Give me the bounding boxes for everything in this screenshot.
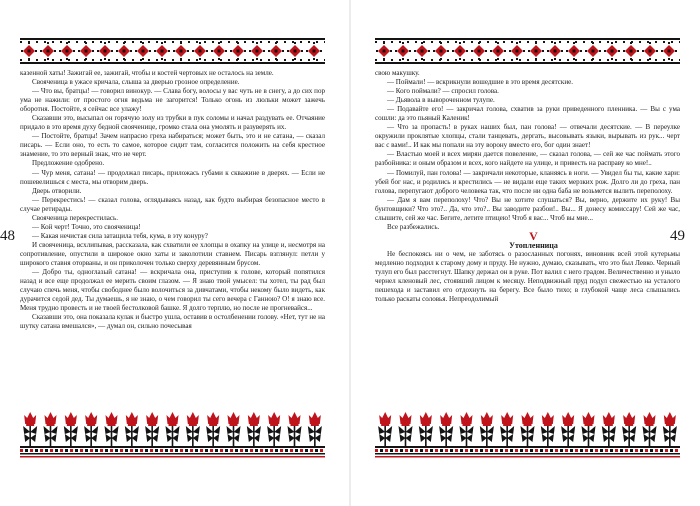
right-page-text bbox=[375, 69, 680, 405]
paragraph: — Какая нечистая сила затащила тебя, кума, в эту конуру? bbox=[32, 231, 208, 240]
paragraph: Предложение одобрено. bbox=[32, 159, 105, 168]
paragraph: Не беспокоясь ни о чем, не заботясь о разосланных погонях, виновник всей этой кутерьмы медленно подходил к старому дому и пруду. Не нужно, думаю, сказывать, что это был Левко. Черный тулуп его был расстегнут. Шапку держал он в руке. Пот валил с него градом. Величественно и уныло чернел кленовый лес, стоявший лицом к месяцу. Неподвижный пруд подул свежестью на усталого пешехода и заставил его отдохнуть на берегу. Все было тихо; в глубокой чаще леса слышались только раскаты соловья. Непреодолимый bbox=[375, 249, 680, 304]
paragraph: — Что за пропасть! в руках наших был, пан голова! — отвечали десятские. — В переулке окружили проклятые хлопцы, стали танцевать, дергать, высовывать языки, вырывать из рук... черт вас с вами!.. И как мы попали на эту ворону вместо его, бог один знает! bbox=[375, 123, 680, 150]
paragraph: — Властью моей и всех мирян дается повеление, — сказал голова, — сей же час поймать этого разбойника: и оным образом и всех, кого найдете на улице, и привесть на расправу ко мне!.. bbox=[375, 150, 680, 168]
paragraph: Дверь отворили. bbox=[32, 186, 82, 195]
flower-ornament-icon bbox=[20, 410, 325, 460]
right-page bbox=[375, 0, 680, 506]
paragraph: — Дьявола в вывороченном тулупе. bbox=[387, 96, 495, 105]
paragraph: — Дам я вам переполоху! Что? Вы не хотите слушаться? Вы, верно, держите их руку! Вы бунтовщики? Что это?.. Да, что это?.. Вы заводите разбои!.. Вы... Я донесу комиссару! Сей же час, слышите, сей же час. Бегите, летите птицею! Чтоб я вас... Чтоб вы мне... bbox=[375, 195, 680, 222]
flower-ornament-icon bbox=[375, 410, 680, 460]
paragraph: Свояченица перекрестилась. bbox=[32, 213, 119, 222]
paragraph: — Поймали! — вскрикнули вошедшие в это время десятские. bbox=[387, 78, 573, 87]
paragraph: Свояченица в ужасе кричала, слыша за дверью грозное определение. bbox=[32, 78, 240, 87]
embroidery-border-icon bbox=[20, 38, 325, 64]
paragraph: И свояченица, всхлипывая, рассказала, как схватили ее хлопцы в охапку на улице и, несмотря на сопротивление, опустили в широкое окно хаты и заколотили ставнем. Писарь взглянул: петли у широкого ставня оторваны, и он приколочен только сверху деревянным брусом. bbox=[20, 240, 325, 267]
chapter-title: Утопленница bbox=[509, 240, 558, 250]
paragraph: Все разбежались. bbox=[387, 222, 440, 231]
paragraph: — Кого поймали? — спросил голова. bbox=[387, 87, 499, 96]
paragraph: — Помилуй, пан голова! — закричали некоторые, кланяясь в ноги. — Увидел бы ты, какие хари: убей бог нас, и родились и крестились — не видали еще таких мерзких рож. Долго ли до греха, пан голова, перепугают доброго человека так, что после ни одна баба не возьмется вылить переполоху. bbox=[375, 168, 680, 195]
paragraph: — Чур меня, сатана! — продолжал писарь, приложась губами к скважине в дверях. — Если не пошевелишься с места, мы отворим дверь. bbox=[20, 168, 325, 186]
top-ornament-band bbox=[375, 38, 680, 64]
left-page bbox=[20, 0, 325, 506]
text-after-chapter bbox=[375, 250, 680, 304]
paragraph: — Добро ты, одноглазый сатана! — вскричала она, приступив к голове, который попятился назад и все еще продолжал ее мерить своим глазом. — Я знаю твой умысел: ты хотел, ты рад был случаю спечь меня, чтобы свободнее было волочиться за дивчатами, чтобы некому было видеть, как дурачится седой дед. Ты думаешь, я не знаю, о чем говорил ты сего вечера с Ганною? О! я знаю все. Меня трудно провесть и не твоей бестолковой башке. Я долго терплю, но после не прогневайся... bbox=[20, 268, 325, 313]
bottom-ornament-band bbox=[20, 410, 325, 460]
paragraph: свою макушку. bbox=[375, 69, 420, 77]
text-before-chapter bbox=[375, 69, 680, 232]
left-page-text bbox=[20, 69, 325, 405]
paragraph: — Подавайте его! — закричал голова, схватив за руки приведенного пленника. — Вы с ума сошли: да это пьяный Каленик! bbox=[375, 105, 680, 123]
paragraph: казенной хаты! Зажигай ее, зажигай, чтобы и костей чертовых не осталось на земле. bbox=[20, 69, 274, 77]
top-ornament-band bbox=[20, 38, 325, 64]
paragraph: — Что вы, братцы! — говорил винокур. — Слава богу, волосы у вас чуть не в снегу, а до сих пор ума не нажили: от простого огня ведьма не загорится! Только огонь из люльки может зажечь оборотня. Постойте, я сейчас все улажу! bbox=[20, 87, 325, 114]
paragraph: Сказавши это, она показала кулак и быстро ушла, оставив в остолбенении голову. «Нет, тут не на шутку сатана вмешался», — думал он, сильно почесывая bbox=[20, 313, 325, 331]
page-number-left: 48 bbox=[0, 228, 15, 244]
page-number-right: 49 bbox=[670, 228, 685, 244]
paragraph: — Постойте, братцы! Зачем напрасно греха набираться; может быть, это и не сатана, — сказал писарь. — Если оно, то есть то самое, которое сидит там, согласится положить на себя крестное знамение, то это верный знак, что не черт. bbox=[20, 132, 325, 159]
chapter-number: V bbox=[529, 228, 538, 243]
page-gutter bbox=[349, 0, 351, 506]
paragraph: Сказавши это, высыпал он горячую золу из трубки в пук соломы и начал раздувать ее. Отчаяние придало в это время духу бедной свояченице, громко стала она умолять и разуверять их. bbox=[20, 114, 325, 132]
paragraph: — Перекрестись! — сказал голова, оглядываясь назад, как будто выбирая безопасное место в случае ретирады. bbox=[20, 195, 325, 213]
paragraph: — Кой черт! Точно, это свояченица! bbox=[32, 222, 141, 231]
bottom-ornament-band bbox=[375, 410, 680, 460]
embroidery-border-icon bbox=[375, 38, 680, 64]
